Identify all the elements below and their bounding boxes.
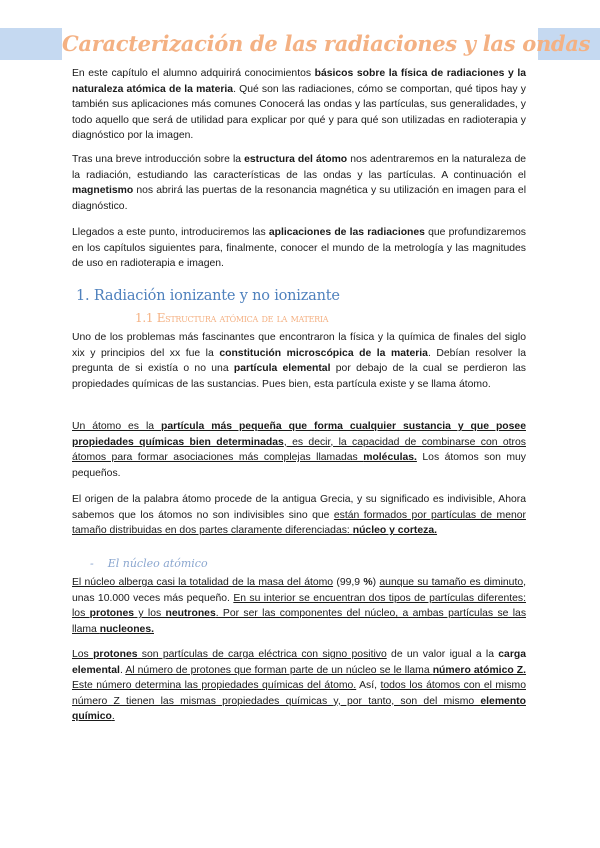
section-paragraph-1: Uno de los problemas más fascinantes que encontraron la física y la química de finales del siglo xix y principios del xx fue la constitución microscópica de la materia. Debían resolver la pregunta de si existía o no una partícula elemental por debajo de la cual se perdieron las propiedades químicas de las sustancias. Pues bien, esta partícula existe y se llama átomo. xyxy=(72,332,527,390)
intro-paragraph-1: En este capítulo el alumno adquirirá conocimientos básicos sobre la física de radiaciones y la naturaleza atómica de la materia. Qué son las radiaciones, cómo se comportan, qué tipos hay y también sus aplicaciones más comunes Conocerá las ondas y las partículas, sus generalidades, y todo aquello que será de utilidad para explicar por qué y para qué son utilizadas en radioterapia y diagnóstico por la imagen. xyxy=(72,68,526,142)
intro-paragraph-2: Tras una breve introducción sobre la estructura del átomo nos adentraremos en la naturaleza de la radiación, estudiando las características de las ondas y las partículas. A continuación el magnetismo nos abrirá las puertas de la resonancia magnética y su utilización en imagen para el diagnóstico. xyxy=(72,154,526,212)
nucleus-heading-text: El núcleo atómico xyxy=(107,557,208,570)
section-paragraph-4: El núcleo alberga casi la totalidad de la masa del átomo (99,9 %) aunque su tamaño es diminuto, unas 10.000 veces más pequeño. En su interior se encuentran dos tipos de partículas diferentes: los protones y los neutrones. Por ser las componentes del núcleo, a ambas partículas se las llama nucleones. xyxy=(72,577,527,635)
section-paragraph-2: Un átomo es la partícula más pequeña que forma cualquier sustancia y que posee propiedades químicas bien determinadas, es decir, la capacidad de combinarse con otros átomos para formar asociaciones más complejas llamadas moléculas. Los átomos son muy pequeños. xyxy=(72,421,526,479)
intro-paragraph-3: Llegados a este punto, introduciremos las aplicaciones de las radiaciones que profundizaremos en los capítulos siguientes para, finalmente, conocer el mundo de la metrología y las magnitudes de uso en radioterapia e imagen. xyxy=(72,227,526,270)
nucleus-heading xyxy=(90,557,208,570)
section-paragraph-3: El origen de la palabra átomo procede de la antigua Grecia, y su significado es indivisible, Ahora sabemos que los átomos no son indivisibles sino que están formados por partículas de menor tamaño distribuidas en dos partes claramente diferenciadas: núcleo y corteza. xyxy=(72,494,526,537)
section-heading: 1. Radiación ionizante y no ionizante xyxy=(76,288,340,304)
bullet-dash: - xyxy=(90,557,94,570)
section-paragraph-5: Los protones son partículas de carga eléctrica con signo positivo de un valor igual a la carga elemental. Al número de protones que forman parte de un núcleo se le llama número atómico Z. Este número determina las propiedades químicas del átomo. Así, todos los átomos con el mismo número Z tienen las mismas propiedades químicas y, por tanto, son del mismo elemento químico. xyxy=(72,649,527,723)
page-title: Caracterización de las radiaciones y las ondas xyxy=(62,31,591,56)
subsection-heading: 1.1 Estructura atómica de la materia xyxy=(135,311,329,325)
